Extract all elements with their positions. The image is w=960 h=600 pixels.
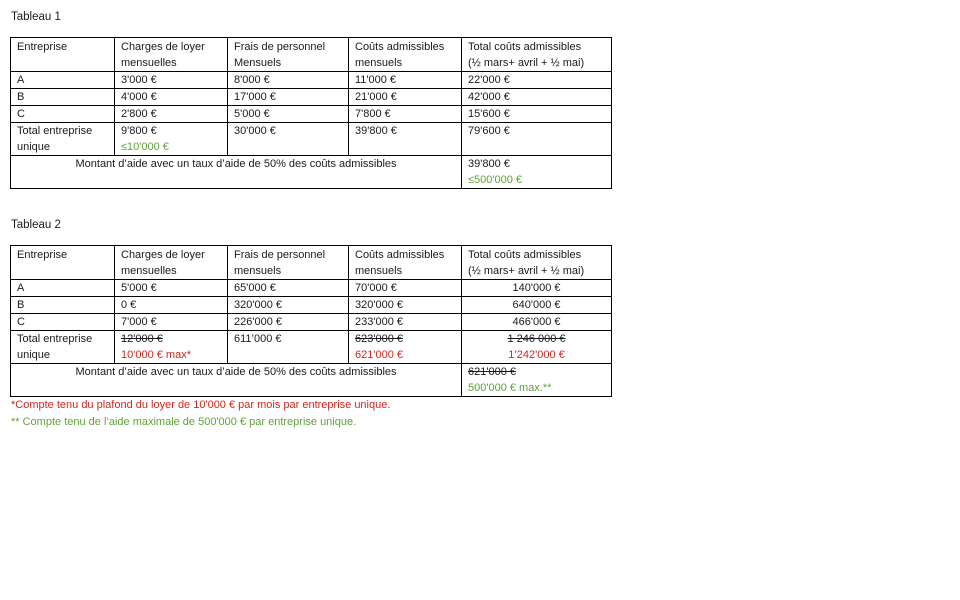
table2-cell: 65'000 €	[228, 280, 349, 297]
costs-struck-value: 623'000 €	[355, 333, 403, 345]
table-1	[10, 37, 612, 189]
costs-capped-value: 621'000 €	[355, 349, 403, 361]
table1-cell: 11'000 €	[349, 72, 462, 89]
table2-cell: 5'000 €	[115, 280, 228, 297]
table1-total-rent: 9'800 € ≤10'000 €	[115, 123, 228, 156]
table1-total-costs: 39'800 €	[349, 123, 462, 156]
table2-header-costs: Coûts admissibles mensuels	[349, 246, 462, 280]
total-capped-value: 1’242'000 €	[508, 349, 565, 361]
table1-cell: 15'600 €	[462, 106, 612, 123]
aid-cap-note: ≤500'000 €	[468, 174, 523, 186]
table2-aid-row	[11, 364, 612, 397]
table1-cell: 42'000 €	[462, 89, 612, 106]
table2-cell: 7'000 €	[115, 314, 228, 331]
table2-total-label: Total entreprise unique	[11, 331, 115, 364]
table1-aid-row	[11, 156, 612, 189]
table2-cell: B	[11, 297, 115, 314]
table2-total-staff: 611’000 €	[228, 331, 349, 364]
table1-cell: 21'000 €	[349, 89, 462, 106]
table2-header-row	[11, 246, 612, 280]
rent-capped-value: 10'000 € max*	[121, 349, 191, 361]
table2-header-total: Total coûts admissibles (½ mars+ avril + ½ mai)	[462, 246, 612, 280]
table1-header-rent: Charges de loyer mensuelles	[115, 38, 228, 72]
table1-header-entreprise: Entreprise	[11, 38, 115, 72]
table1-cell: 5'000 €	[228, 106, 349, 123]
table-row	[11, 297, 612, 314]
table-row	[11, 106, 612, 123]
table1-cell: C	[11, 106, 115, 123]
table2-caption: Tableau 2	[11, 219, 61, 231]
table2-cell: 0 €	[115, 297, 228, 314]
table2-aid-label: Montant d’aide avec un taux d’aide de 50% des coûts admissibles	[11, 364, 462, 397]
table1-header-staff: Frais de personnel Mensuels	[228, 38, 349, 72]
table1-cell: 17'000 €	[228, 89, 349, 106]
table2-cell: C	[11, 314, 115, 331]
table1-cell: 22'000 €	[462, 72, 612, 89]
table1-header-costs: Coûts admissibles mensuels	[349, 38, 462, 72]
table1-cell: 7'800 €	[349, 106, 462, 123]
table1-aid-value: 39'800 € ≤500'000 €	[462, 156, 612, 189]
table2-header-staff: Frais de personnel mensuels	[228, 246, 349, 280]
table1-aid-label: Montant d’aide avec un taux d’aide de 50% des coûts admissibles	[11, 156, 462, 189]
table2-total-row	[11, 331, 612, 364]
table2-cell: 226'000 €	[228, 314, 349, 331]
table2-cell: 320'000 €	[349, 297, 462, 314]
table2-cell: 233'000 €	[349, 314, 462, 331]
table1-caption: Tableau 1	[11, 11, 61, 23]
table2-cell: 320'000 €	[228, 297, 349, 314]
table-row	[11, 314, 612, 331]
footnote-aid-cap: ** Compte tenu de l’aide maximale de 500'000 € par entreprise unique.	[11, 416, 357, 428]
rent-cap-note: ≤10'000 €	[121, 141, 169, 153]
aid-capped-value: 500'000 € max.**	[468, 382, 552, 394]
table-row	[11, 280, 612, 297]
table1-cell: 8'000 €	[228, 72, 349, 89]
table2-cell: 466'000 €	[462, 314, 612, 331]
table2-cell: 640'000 €	[462, 297, 612, 314]
table1-cell: 4'000 €	[115, 89, 228, 106]
aid-struck-value: 621'000 €	[468, 366, 516, 378]
table1-header-row	[11, 38, 612, 72]
table1-total-total: 79'600 €	[462, 123, 612, 156]
table2-aid-value	[462, 364, 612, 397]
table2-total-costs	[349, 331, 462, 364]
table2-total-total	[462, 331, 612, 364]
rent-struck-value: 12'000 €	[121, 333, 163, 345]
table2-cell: A	[11, 280, 115, 297]
table2-header-rent: Charges de loyer mensuelles	[115, 246, 228, 280]
table-row	[11, 89, 612, 106]
table1-cell: B	[11, 89, 115, 106]
table2-total-rent	[115, 331, 228, 364]
table1-header-total: Total coûts admissibles (½ mars+ avril + ½ mai)	[462, 38, 612, 72]
table2-cell: 70'000 €	[349, 280, 462, 297]
table1-cell: A	[11, 72, 115, 89]
table1-total-staff: 30'000 €	[228, 123, 349, 156]
table1-cell: 3'000 €	[115, 72, 228, 89]
table-2	[10, 245, 612, 397]
table2-cell: 140'000 €	[462, 280, 612, 297]
table2-header-entreprise: Entreprise	[11, 246, 115, 280]
table1-total-row	[11, 123, 612, 156]
table1-total-label: Total entreprise unique	[11, 123, 115, 156]
table1-cell: 2'800 €	[115, 106, 228, 123]
total-struck-value: 1 246 000 €	[507, 333, 566, 345]
table-row	[11, 72, 612, 89]
footnote-rent-cap: *Compte tenu du plafond du loyer de 10'000 € par mois par entreprise unique.	[11, 399, 391, 411]
